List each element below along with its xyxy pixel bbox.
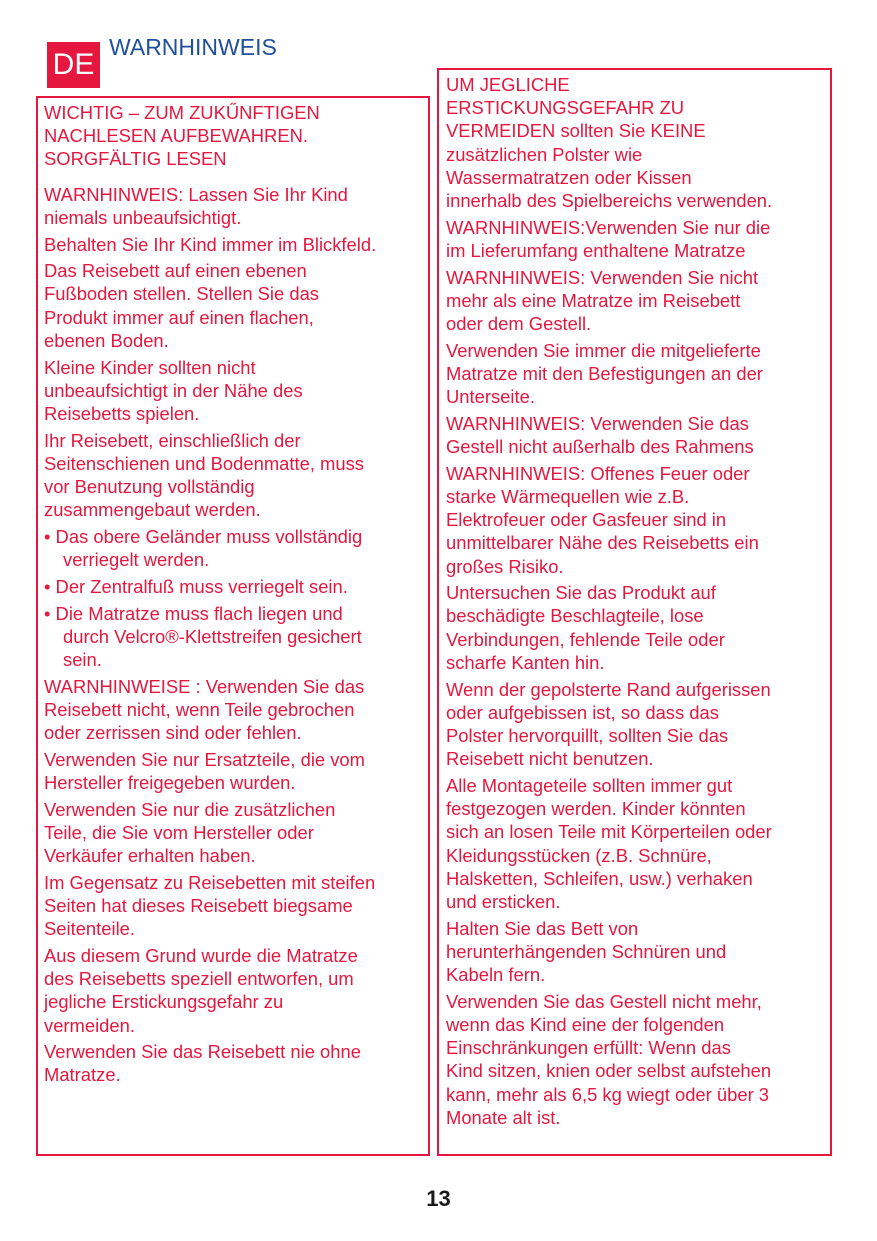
warning-paragraph: Verwenden Sie nur die zusätzlichen Teile, die Sie vom Hersteller oder Verkäufer erhalten haben. xyxy=(44,798,336,867)
bullet-item: • Die Matratze muss flach liegen und durch Velcro®-Klettstreifen gesichert sein. xyxy=(44,602,362,670)
language-badge: DE xyxy=(47,42,100,88)
warning-box-left xyxy=(36,96,430,1156)
warning-paragraph: Wenn der gepolsterte Rand aufgerissen oder aufgebissen ist, so dass das Polster hervorquillt, sollten Sie das Reisebett nicht benutzen. xyxy=(446,678,771,770)
warning-paragraph: WARNHINWEIS: Lassen Sie Ihr Kind niemals unbeaufsichtigt. xyxy=(44,183,348,228)
warning-paragraph: Halten Sie das Bett von herunterhängenden Schnüren und Kabeln fern. xyxy=(446,917,727,986)
warning-paragraph: WARNHINWEIS: Verwenden Sie nicht mehr als eine Matratze im Reisebett oder dem Gestell. xyxy=(446,266,759,335)
warning-paragraph: Verwenden Sie das Reisebett nie ohne Matratze. xyxy=(44,1041,361,1086)
warning-paragraph: Das Reisebett auf einen ebenen Fußboden stellen. Stellen Sie das Produkt immer auf einen flachen, ebenen Boden. xyxy=(44,260,320,351)
page-title: WARNHINWEIS xyxy=(109,34,277,60)
warning-paragraph: Verwenden Sie immer die mitgelieferte Matratze mit den Befestigungen an der Unterseite. xyxy=(446,339,763,408)
warning-paragraph: Kleine Kinder sollten nicht unbeaufsichtigt in der Nähe des Reisebetts spielen. xyxy=(44,356,303,424)
warning-paragraph: Untersuchen Sie das Produkt auf beschädigte Beschlagteile, lose Verbindungen, fehlende Teile oder scharfe Kanten hin. xyxy=(446,582,725,673)
bullet-item: • Der Zentralfuß muss verriegelt sein. xyxy=(44,575,348,597)
warning-paragraph: UM JEGLICHE ERSTICKUNGSGEFAHR ZU VERMEIDEN sollten Sie KEINE zusätzlichen Polster wie Wassermatratzen oder Kissen innerhalb des Spielbereichs verwenden. xyxy=(446,74,773,212)
warning-paragraph: WARNHINWEIS: Offenes Feuer oder starke Wärmequellen wie z.B. Elektrofeuer oder Gasfeuer sind in unmittelbarer Nähe des Reisebetts ein großes Risiko. xyxy=(446,462,759,577)
intro-paragraph: WICHTIG – ZUM ZUKŰNFTIGEN NACHLESEN AUFBEWAHREN. SORGFÄLTIG LESEN xyxy=(44,102,320,170)
warning-paragraph: Ihr Reisebett, einschließlich der Seitenschienen und Bodenmatte, muss vor Benutzung vollständig zusammengebaut werden. xyxy=(44,429,364,521)
page-number: 13 xyxy=(426,1186,451,1211)
warning-paragraph: WARNHINWEIS:Verwenden Sie nur die im Lieferumfang enthaltene Matratze xyxy=(446,216,771,261)
bullet-item: • Das obere Geländer muss vollständig verriegelt werden. xyxy=(44,525,363,571)
warning-paragraph: Behalten Sie Ihr Kind immer im Blickfeld. xyxy=(44,233,377,255)
warning-paragraph: Verwenden Sie nur Ersatzteile, die vom Hersteller freigegeben wurden. xyxy=(44,748,365,793)
warning-paragraph: Verwenden Sie das Gestell nicht mehr, wenn das Kind eine der folgenden Einschränkungen erfüllt: Wenn das Kind sitzen, knien oder selbst aufstehen kann, mehr als 6,5 kg wiegt oder über 3 Monate alt ist. xyxy=(446,990,772,1128)
warning-paragraph: WARNHINWEIS: Verwenden Sie das Gestell nicht außerhalb des Rahmens xyxy=(446,412,754,458)
warning-paragraph: WARNHINWEISE : Verwenden Sie das Reisebett nicht, wenn Teile gebrochen oder zerrissen sind oder fehlen. xyxy=(44,675,365,744)
warning-paragraph: Aus diesem Grund wurde die Matratze des Reisebetts speziell entworfen, um jegliche Erstickungsgefahr zu vermeiden. xyxy=(44,944,358,1036)
warning-box-right xyxy=(437,68,832,1156)
warning-paragraph: Alle Montageteile sollten immer gut festgezogen werden. Kinder könnten sich an losen Teile mit Körperteilen oder Kleidungsstücken (z.B. Schnüre, Halsketten, Schleifen, usw.) verhaken und ersticken. xyxy=(446,774,772,912)
warning-paragraph: Im Gegensatz zu Reisebetten mit steifen Seiten hat dieses Reisebett biegsame Seitenteile. xyxy=(44,871,376,940)
